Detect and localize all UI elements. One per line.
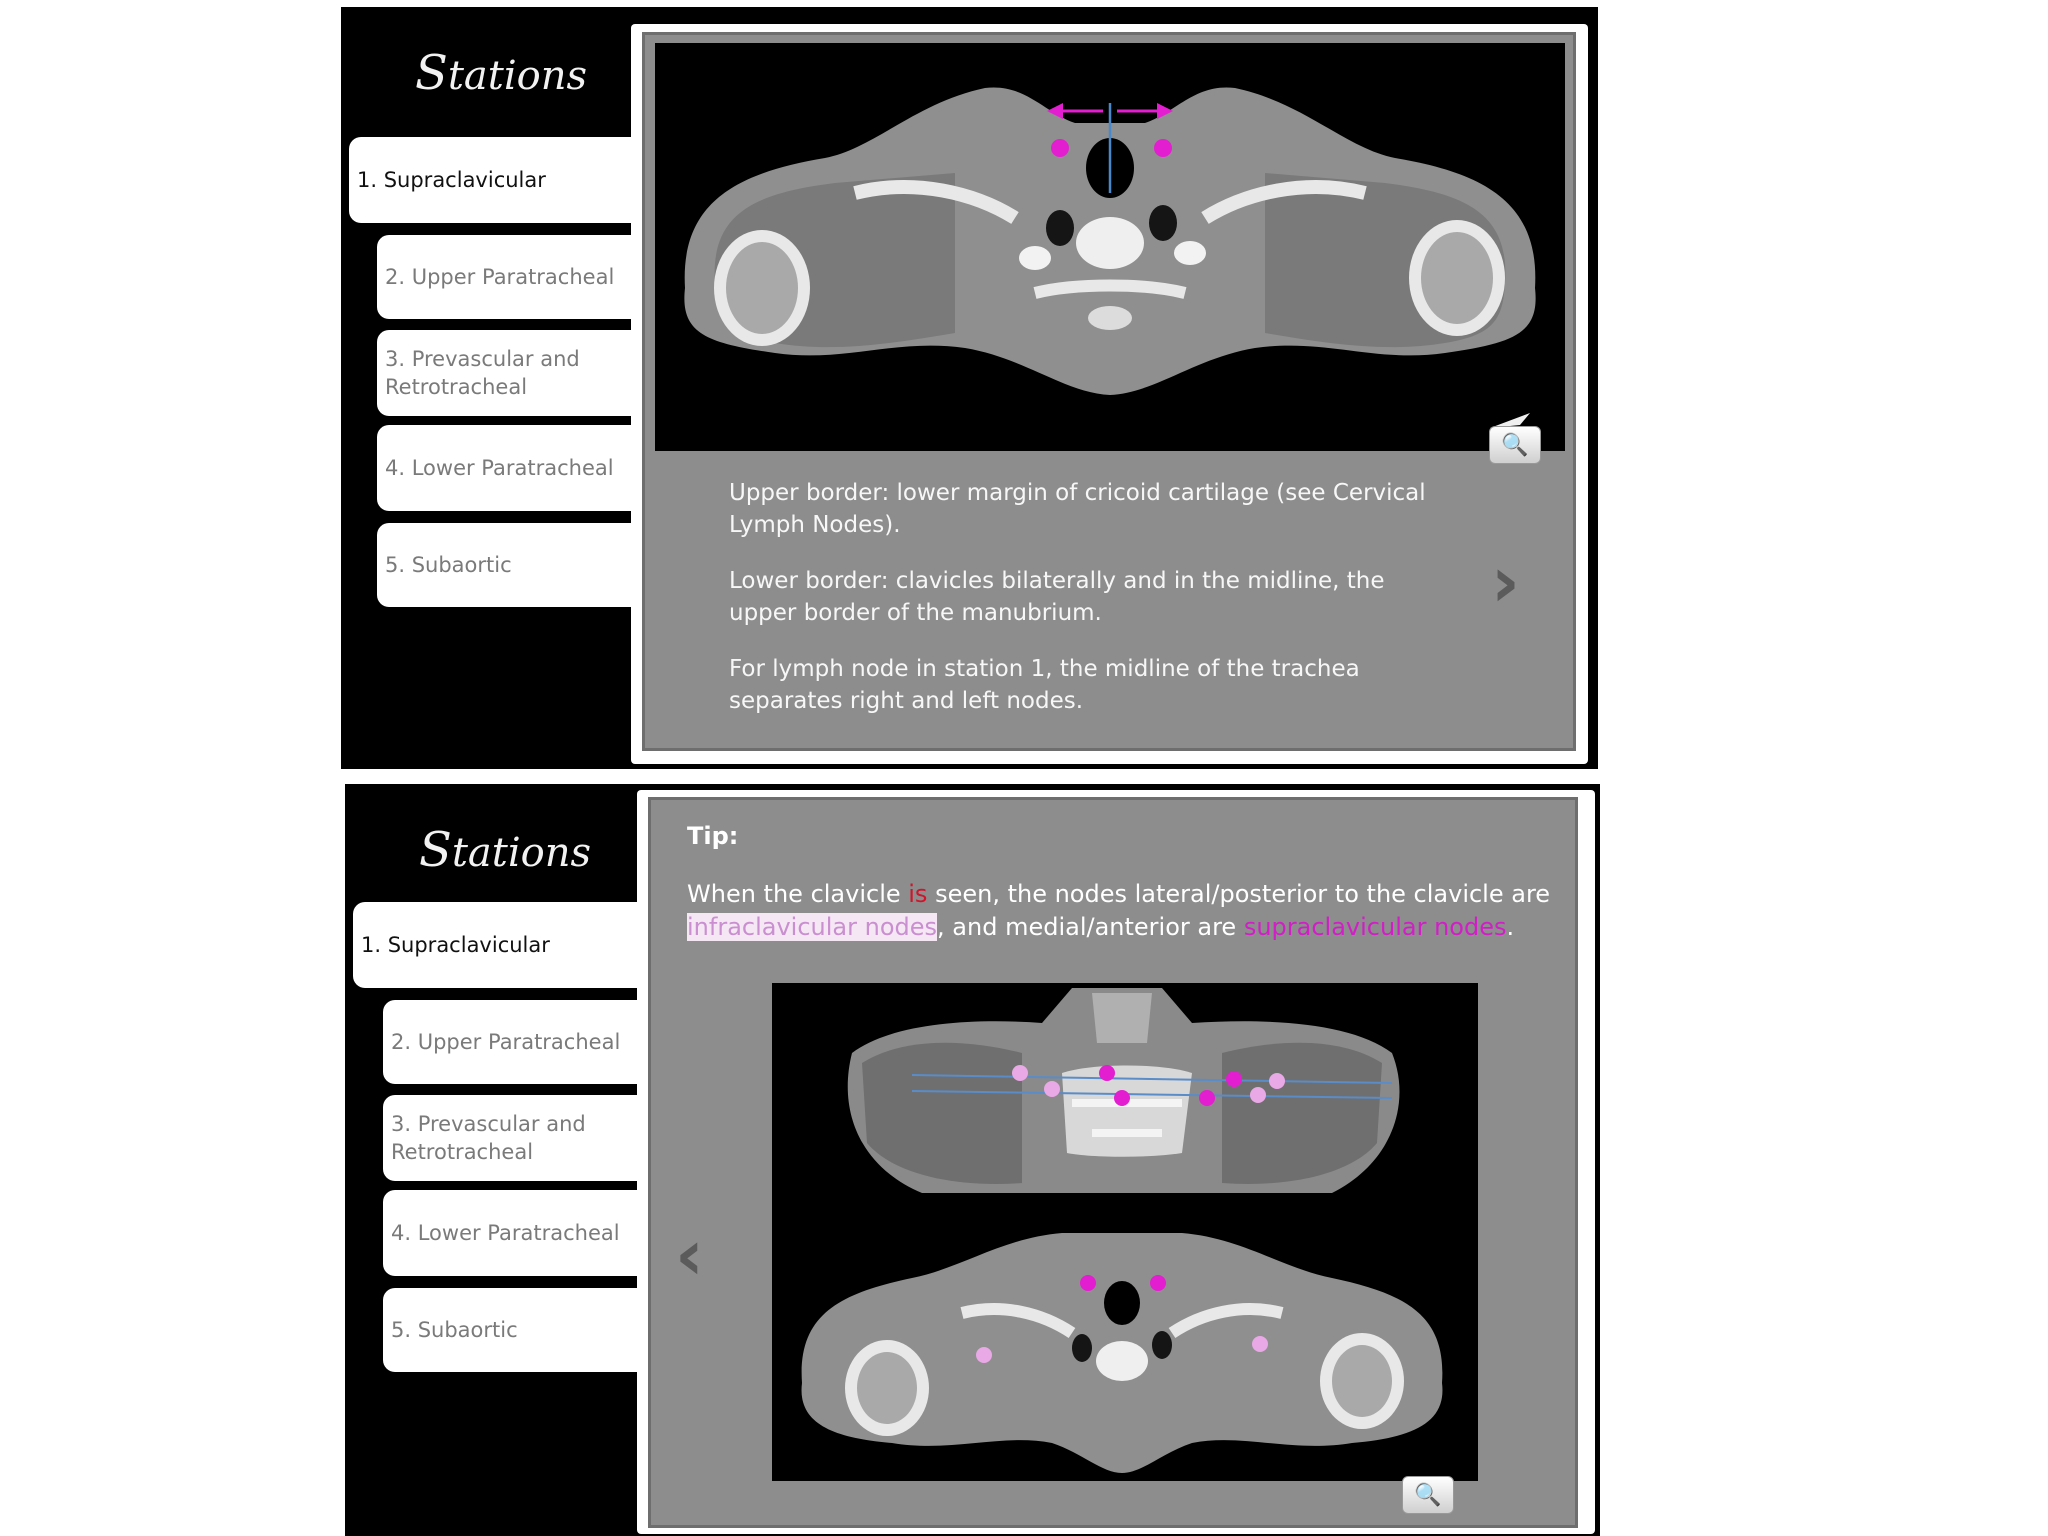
ct-axial-image [655,43,1565,451]
station-tab-lower-paratracheal[interactable]: 4. Lower Paratracheal [377,425,669,511]
previous-page-button[interactable] [675,1214,704,1296]
zoom-button[interactable] [1489,426,1541,464]
station-tab-prevascular[interactable]: 3. Prevascular and Retrotracheal [383,1095,673,1181]
station-tab-lower-paratracheal[interactable]: 4. Lower Paratracheal [383,1190,673,1276]
description-paragraph: For lymph node in station 1, the midline of the trachea separates right and left nodes. [729,656,1360,714]
description-paragraph: Lower border: clavicles bilaterally and in the midline, the upper border of the manubrium. [729,568,1385,626]
content-card [631,24,1588,764]
sidebar-title: Stations [414,45,588,101]
chevron-left-icon: ‹ [675,1214,704,1296]
station-panel [642,32,1576,751]
magnifier-icon: 🔍 [1501,432,1529,458]
zoom-button[interactable] [1402,1476,1454,1514]
station-tab-subaortic[interactable]: 5. Subaortic [383,1288,673,1372]
content-card [637,790,1595,1534]
station-tab-upper-paratracheal[interactable]: 2. Upper Paratracheal [383,1000,673,1084]
infraclavicular-highlight: infraclavicular nodes [687,913,938,941]
supraclavicular-highlight: supraclavicular nodes [1243,913,1507,941]
station-tab-upper-paratracheal[interactable]: 2. Upper Paratracheal [377,235,669,319]
tip-heading: Tip: [687,822,739,850]
station-tab-supraclavicular[interactable]: 1. Supraclavicular [353,902,673,988]
station-description [729,477,1449,741]
station-tab-subaortic[interactable]: 5. Subaortic [377,523,669,607]
tip-panel [648,797,1578,1528]
top-app-screen [341,7,1598,769]
station-tab-prevascular[interactable]: 3. Prevascular and Retrotracheal [377,330,669,416]
description-paragraph: Upper border: lower margin of cricoid cartilage (see Cervical Lymph Nodes). [729,480,1426,538]
sidebar-title: Stations [418,822,592,878]
magnifier-icon: 🔍 [1414,1482,1442,1508]
tip-text: When the clavicle is seen, the nodes lateral/posterior to the clavicle are infraclavicular nodes, and medial/anterior are supraclavicular nodes. [687,880,1551,941]
ct-coronal-and-axial-images [772,983,1478,1481]
bottom-app-screen [345,784,1600,1536]
next-page-button[interactable] [1491,541,1520,623]
station-tab-supraclavicular[interactable]: 1. Supraclavicular [349,137,669,223]
chevron-right-icon: › [1491,541,1520,623]
